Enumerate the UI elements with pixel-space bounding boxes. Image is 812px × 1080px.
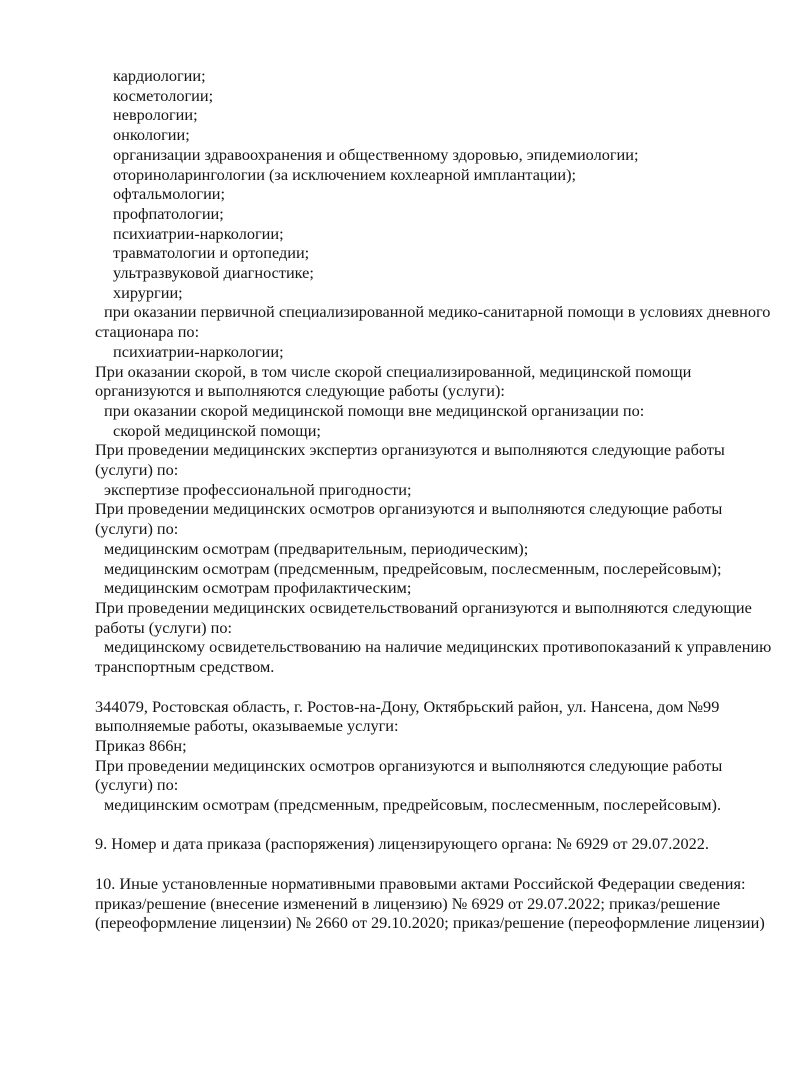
- text-line: неврологии;: [113, 105, 198, 125]
- text-line: (услуги) по:: [95, 775, 179, 795]
- text-line: (услуги) по:: [95, 460, 179, 480]
- text-line: 9. Номер и дата приказа (распоряжения) лицензирующего органа: № 6929 от 29.07.2022.: [95, 834, 709, 854]
- text-line: работы (услуги) по:: [95, 617, 233, 637]
- blank-line: [95, 677, 785, 697]
- text-line: экспертизе профессиональной пригодности;: [104, 479, 412, 499]
- document-lines: [95, 66, 785, 933]
- blank-line: [95, 815, 785, 835]
- text-line: медицинским осмотрам (предсменным, предрейсовым, послесменным, послерейсовым);: [104, 558, 722, 578]
- text-line: стационара по:: [95, 322, 200, 342]
- text-line: (переоформление лицензии) № 2660 от 29.10.2020; приказ/решение (переоформление лицензии): [95, 913, 765, 933]
- text-line: медицинским осмотрам (предсменным, предрейсовым, послесменным, послерейсовым).: [104, 795, 722, 815]
- text-line: транспортным средством.: [95, 657, 275, 677]
- text-line: При проведении медицинских освидетельствований организуются и выполняются следующие: [95, 597, 752, 617]
- text-line: травматологии и ортопедии;: [113, 243, 310, 263]
- text-line: офтальмологии;: [113, 184, 226, 204]
- text-line: выполняемые работы, оказываемые услуги:: [95, 716, 399, 736]
- text-line: медицинским осмотрам (предварительным, периодическим);: [104, 538, 529, 558]
- text-line: профпатологии;: [113, 203, 224, 223]
- text-line: При проведении медицинских экспертиз организуются и выполняются следующие работы: [95, 440, 725, 460]
- text-line: медицинским осмотрам профилактическим;: [104, 578, 412, 598]
- text-line: При проведении медицинских осмотров организуются и выполняются следующие работы: [95, 499, 723, 519]
- text-line: организации здравоохранения и общественному здоровью, эпидемиологии;: [113, 144, 639, 164]
- text-line: (услуги) по:: [95, 519, 179, 539]
- text-line: Приказ 866н;: [95, 735, 187, 755]
- blank-line: [95, 854, 785, 874]
- text-line: хирургии;: [113, 282, 183, 302]
- text-line: оториноларингологии (за исключением кохлеарной имплантации);: [113, 164, 577, 184]
- text-line: психиатрии-наркологии;: [113, 223, 284, 243]
- text-line: организуются и выполняются следующие работы (услуги):: [95, 381, 505, 401]
- text-line: скорой медицинской помощи;: [113, 420, 321, 440]
- text-line: При оказании скорой, в том числе скорой специализированной, медицинской помощи: [95, 361, 692, 381]
- text-line: онкологии;: [113, 125, 190, 145]
- text-line: приказ/решение (внесение изменений в лицензию) № 6929 от 29.07.2022; приказ/решение: [95, 893, 721, 913]
- text-line: медицинскому освидетельствованию на наличие медицинских противопоказаний к управлению: [104, 637, 772, 657]
- text-line: при оказании первичной специализированной медико-санитарной помощи в условиях дневного: [104, 302, 771, 322]
- text-line: При проведении медицинских осмотров организуются и выполняются следующие работы: [95, 755, 723, 775]
- text-line: 344079, Ростовская область, г. Ростов-на-Дону, Октябрьский район, ул. Нансена, дом №99: [95, 696, 720, 716]
- text-line: 10. Иные установленные нормативными правовыми актами Российской Федерации сведения:: [95, 873, 746, 893]
- text-line: при оказании скорой медицинской помощи вне медицинской организации по:: [104, 400, 645, 420]
- text-line: косметологии;: [113, 85, 214, 105]
- text-line: психиатрии-наркологии;: [113, 341, 284, 361]
- text-line: кардиологии;: [113, 66, 206, 85]
- text-line: ультразвуковой диагностике;: [113, 263, 314, 283]
